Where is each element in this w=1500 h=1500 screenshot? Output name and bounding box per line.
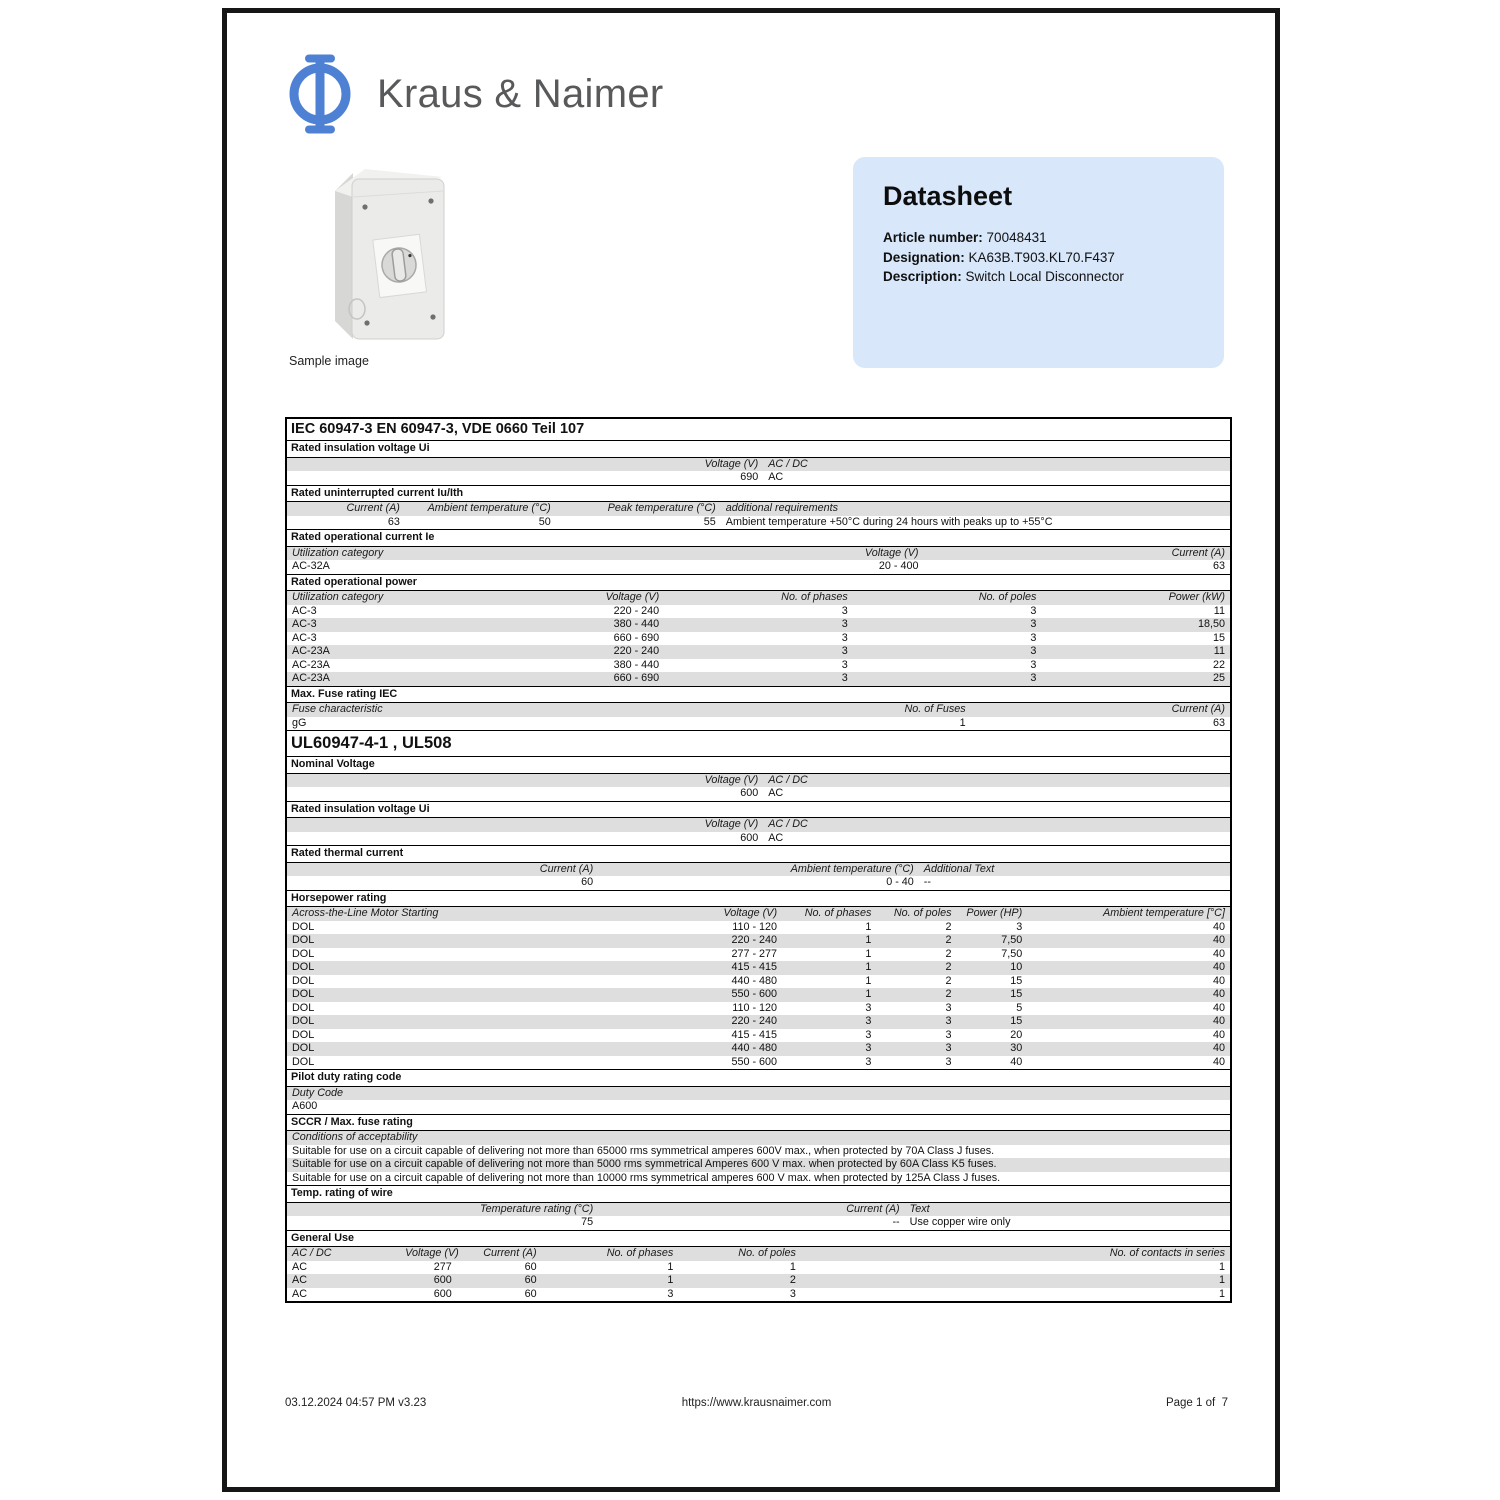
- enclosure-switch-illustration: [321, 161, 455, 351]
- data-cell: 380 - 440: [613, 618, 660, 631]
- data-cell: Suitable for use on a circuit capable of delivering not more than 65000 rms symmetrical amperes 600V max., when protected by 70A Class J fuses.: [292, 1144, 995, 1157]
- table-data-row: [287, 516, 1230, 530]
- data-cell: 15: [1010, 988, 1023, 1001]
- data-cell: 3: [945, 1028, 952, 1041]
- data-cell: 1: [865, 947, 872, 960]
- column-header-cell: AC / DC: [292, 1247, 332, 1260]
- data-cell: 40: [1212, 920, 1225, 933]
- data-cell: 3: [841, 658, 848, 671]
- data-cell: 3: [1030, 631, 1037, 644]
- data-cell: DOL: [292, 920, 315, 933]
- table-data-row: [287, 1158, 1230, 1172]
- data-cell: 660 - 690: [613, 631, 660, 644]
- data-cell: 15: [1010, 974, 1023, 987]
- data-cell: 3: [1016, 920, 1023, 933]
- table-column-header-row: [287, 703, 1230, 717]
- data-cell: 3: [841, 645, 848, 658]
- data-cell: AC-3: [292, 631, 317, 644]
- table-data-row: [287, 471, 1230, 485]
- data-cell: 2: [945, 920, 952, 933]
- data-cell: 3: [865, 1001, 872, 1014]
- table-section-header-row: Rated insulation voltage Ui: [287, 441, 1230, 458]
- info-field-label: Description:: [883, 269, 962, 284]
- data-cell: 3: [1030, 645, 1037, 658]
- data-cell: AC-3: [292, 618, 317, 631]
- data-cell: 277: [433, 1260, 452, 1273]
- table-data-row: [287, 1015, 1230, 1029]
- data-cell: 60: [524, 1260, 537, 1273]
- data-cell: 22: [1212, 658, 1225, 671]
- column-header-cell: Voltage (V): [864, 546, 919, 559]
- info-field: [883, 228, 1194, 248]
- data-cell: 3: [841, 631, 848, 644]
- column-header-cell: Text: [909, 1202, 930, 1215]
- table-standard-title-row: IEC 60947-3 EN 60947-3, VDE 0660 Teil 107: [287, 419, 1230, 441]
- data-cell: 3: [841, 672, 848, 685]
- phi-logo-icon: [283, 51, 357, 137]
- data-cell: 690: [740, 471, 759, 484]
- data-cell: 3: [945, 1001, 952, 1014]
- data-cell: AC: [292, 1287, 307, 1300]
- column-header-cell: Ambient temperature [°C]: [1103, 907, 1225, 920]
- sample-image-caption: Sample image: [289, 354, 369, 368]
- table-column-header-row: [287, 502, 1230, 516]
- table-section-header-row: Horsepower rating: [287, 890, 1230, 908]
- column-header-cell: Power (kW): [1168, 591, 1225, 604]
- data-cell: 415 - 415: [731, 961, 778, 974]
- info-field-value: KA63B.T903.KL70.F437: [968, 249, 1115, 265]
- data-cell: Ambient temperature +50°C during 24 hours with peaks up to +55°C: [725, 515, 1053, 528]
- data-cell: AC-23A: [292, 658, 330, 671]
- table-data-row: [287, 1002, 1230, 1016]
- footer-page-number: Page 1 of 7: [1165, 1397, 1228, 1409]
- data-cell: DOL: [292, 934, 315, 947]
- data-cell: 40: [1212, 947, 1225, 960]
- column-header-cell: Peak temperature (°C): [607, 502, 716, 515]
- data-cell: 10: [1010, 961, 1023, 974]
- data-cell: 1: [789, 1260, 796, 1273]
- data-cell: DOL: [292, 1001, 315, 1014]
- data-cell: 50: [538, 515, 551, 528]
- data-cell: 415 - 415: [731, 1028, 778, 1041]
- column-header-cell: Ambient temperature (°C): [790, 862, 914, 875]
- column-header-cell: Voltage (V): [704, 457, 759, 470]
- data-cell: 63: [1212, 716, 1225, 729]
- info-field-label: Article number:: [883, 230, 983, 245]
- infobox-fields: [883, 228, 1194, 287]
- column-header-cell: Duty Code: [292, 1086, 344, 1099]
- data-cell: 220 - 240: [731, 1015, 778, 1028]
- infobox-title: Datasheet: [883, 181, 1013, 211]
- data-cell: 63: [1212, 560, 1225, 573]
- table-standard-title-row: UL60947-4-1 , UL508: [287, 730, 1230, 757]
- data-cell: 3: [1030, 658, 1037, 671]
- data-cell: 18,50: [1197, 618, 1225, 631]
- data-cell: 600: [740, 831, 759, 844]
- column-header-cell: Voltage (V): [723, 907, 778, 920]
- data-cell: 20 - 400: [878, 560, 919, 573]
- column-header-cell: additional requirements: [725, 502, 838, 515]
- info-field-label: Designation:: [883, 249, 965, 265]
- data-cell: 25: [1212, 672, 1225, 685]
- table-section-header-row: Rated operational power: [287, 574, 1230, 592]
- column-header-cell: Utilization category: [292, 546, 384, 559]
- table-data-row: [287, 948, 1230, 962]
- data-cell: 1: [667, 1260, 674, 1273]
- table-data-row: [287, 787, 1230, 801]
- data-cell: 660 - 690: [613, 672, 660, 685]
- data-cell: AC-32A: [292, 560, 330, 573]
- column-header-cell: Current (A): [1171, 703, 1225, 716]
- data-cell: 60: [524, 1287, 537, 1300]
- datasheet-page: [222, 8, 1280, 1492]
- brand-header: [283, 51, 664, 137]
- column-header-cell: Ambient temperature (°C): [427, 502, 551, 515]
- data-cell: 220 - 240: [731, 934, 778, 947]
- column-header-cell: Conditions of acceptability: [292, 1131, 418, 1144]
- column-header-cell: AC / DC: [768, 457, 808, 470]
- data-cell: 3: [841, 604, 848, 617]
- data-cell: 40: [1212, 974, 1225, 987]
- data-cell: 40: [1212, 1001, 1225, 1014]
- data-cell: DOL: [292, 1015, 315, 1028]
- data-cell: 2: [945, 961, 952, 974]
- data-cell: 40: [1212, 1055, 1225, 1068]
- data-cell: 3: [865, 1042, 872, 1055]
- column-header-cell: No. of phases: [781, 591, 848, 604]
- data-cell: 3: [945, 1055, 952, 1068]
- table-column-header-row: [287, 1087, 1230, 1101]
- table-column-header-row: [287, 863, 1230, 877]
- table-data-row: [287, 1145, 1230, 1159]
- data-cell: 2: [945, 934, 952, 947]
- data-cell: 110 - 120: [732, 920, 778, 933]
- data-cell: DOL: [292, 1028, 315, 1041]
- column-header-cell: Voltage (V): [704, 818, 759, 831]
- data-cell: DOL: [292, 988, 315, 1001]
- data-cell: 550 - 600: [731, 988, 778, 1001]
- column-header-cell: Voltage (V): [405, 1247, 459, 1260]
- data-cell: --: [923, 876, 931, 889]
- table-data-row: [287, 560, 1230, 574]
- column-header-cell: Current (A): [483, 1247, 537, 1260]
- column-header-cell: No. of phases: [606, 1247, 674, 1260]
- data-cell: 40: [1212, 961, 1225, 974]
- data-cell: 55: [703, 515, 716, 528]
- brand-name: Kraus & Naimer: [377, 71, 664, 116]
- page-footer: [285, 1397, 1228, 1409]
- data-cell: 600: [740, 787, 759, 800]
- data-cell: 1: [1218, 1260, 1225, 1273]
- data-cell: DOL: [292, 947, 315, 960]
- data-cell: 1: [959, 716, 966, 729]
- data-cell: 1: [865, 974, 872, 987]
- data-cell: 600: [433, 1274, 452, 1287]
- table-column-header-row: [287, 458, 1230, 472]
- column-header-cell: Current (A): [846, 1202, 900, 1215]
- column-header-cell: Current (A): [539, 862, 594, 875]
- data-cell: Suitable for use on a circuit capable of delivering not more than 5000 rms symmetrical Amperes 600 V max. when protected by 60A Class K5 fuses.: [292, 1158, 997, 1171]
- table-column-header-row: [287, 1247, 1230, 1261]
- table-data-row: [287, 672, 1230, 686]
- table-data-row: [287, 934, 1230, 948]
- data-cell: AC: [768, 471, 784, 484]
- table-data-row: [287, 1288, 1230, 1302]
- table-data-row: [287, 921, 1230, 935]
- data-cell: 40: [1212, 988, 1225, 1001]
- column-header-cell: AC / DC: [768, 818, 808, 831]
- data-cell: 75: [581, 1216, 594, 1229]
- data-cell: DOL: [292, 1055, 315, 1068]
- footer-url: https://www.krausnaimer.com: [681, 1397, 832, 1409]
- data-cell: 220 - 240: [613, 604, 660, 617]
- table-section-header-row: Pilot duty rating code: [287, 1069, 1230, 1087]
- table-section-header-row: Temp. rating of wire: [287, 1185, 1230, 1203]
- data-cell: 3: [945, 1042, 952, 1055]
- table-data-row: [287, 1216, 1230, 1230]
- data-cell: 440 - 480: [731, 1042, 778, 1055]
- column-header-cell: Voltage (V): [605, 591, 660, 604]
- data-cell: 20: [1010, 1028, 1023, 1041]
- data-cell: 3: [865, 1015, 872, 1028]
- table-data-row: [287, 1261, 1230, 1275]
- column-header-cell: No. of poles: [893, 907, 952, 920]
- data-cell: 0 - 40: [886, 876, 914, 889]
- data-cell: AC: [292, 1274, 307, 1287]
- data-cell: 2: [945, 947, 952, 960]
- datasheet-infobox: [853, 157, 1224, 368]
- data-cell: 1: [1218, 1274, 1225, 1287]
- column-header-cell: No. of poles: [978, 591, 1037, 604]
- data-cell: 2: [789, 1274, 796, 1287]
- data-cell: Suitable for use on a circuit capable of delivering not more than 10000 rms symmetrical amperes 600 V max. when protected by 125A Class J fuses.: [292, 1171, 1001, 1184]
- data-cell: 5: [1016, 1001, 1023, 1014]
- column-header-cell: No. of poles: [738, 1247, 796, 1260]
- data-cell: 3: [865, 1055, 872, 1068]
- table-data-row: [287, 717, 1230, 731]
- data-cell: 40: [1212, 934, 1225, 947]
- table-data-row: [287, 659, 1230, 673]
- table-data-row: [287, 988, 1230, 1002]
- info-field-value: Switch Local Disconnector: [965, 269, 1124, 284]
- data-cell: 40: [1212, 1028, 1225, 1041]
- data-cell: 1: [865, 988, 872, 1001]
- info-field: [883, 267, 1194, 287]
- data-cell: DOL: [292, 961, 315, 974]
- data-cell: 15: [1010, 1015, 1023, 1028]
- data-cell: 3: [1030, 672, 1037, 685]
- data-cell: 1: [865, 961, 872, 974]
- table-column-header-row: [287, 1131, 1230, 1145]
- data-cell: 600: [433, 1287, 452, 1300]
- data-cell: 3: [945, 1015, 952, 1028]
- data-cell: 3: [667, 1287, 674, 1300]
- column-header-cell: Current (A): [346, 502, 400, 515]
- table-column-header-row: [287, 907, 1230, 921]
- data-cell: 3: [789, 1287, 796, 1300]
- table-data-row: [287, 618, 1230, 632]
- data-cell: DOL: [292, 1042, 315, 1055]
- table-column-header-row: [287, 774, 1230, 788]
- table-column-header-row: [287, 547, 1230, 561]
- column-header-cell: Power (HP): [966, 907, 1023, 920]
- column-header-cell: AC / DC: [768, 773, 808, 786]
- data-cell: 440 - 480: [731, 974, 778, 987]
- data-cell: AC: [292, 1260, 307, 1273]
- table-data-row: [287, 876, 1230, 890]
- column-header-cell: No. of contacts in series: [1109, 1247, 1225, 1260]
- table-section-header-row: Rated insulation voltage Ui: [287, 801, 1230, 819]
- data-cell: 11: [1213, 604, 1225, 617]
- column-header-cell: Additional Text: [923, 862, 995, 875]
- column-header-cell: Fuse characteristic: [292, 703, 383, 716]
- data-cell: AC: [768, 787, 784, 800]
- data-cell: 1: [865, 920, 872, 933]
- table-section-header-row: Rated thermal current: [287, 845, 1230, 863]
- table-section-header-row: General Use: [287, 1230, 1230, 1248]
- table-data-row: [287, 1274, 1230, 1288]
- data-cell: 7,50: [1001, 934, 1023, 947]
- data-cell: 11: [1213, 645, 1225, 658]
- data-cell: 60: [524, 1274, 537, 1287]
- data-cell: 60: [581, 876, 594, 889]
- footer-datetime: 03.12.2024 04:57 PM v3.23: [285, 1397, 427, 1409]
- data-cell: Use copper wire only: [909, 1216, 1011, 1229]
- data-cell: 15: [1212, 631, 1225, 644]
- data-cell: A600: [292, 1100, 318, 1113]
- info-field: [883, 248, 1194, 268]
- table-section-header-row: Nominal Voltage: [287, 757, 1230, 774]
- column-header-cell: Voltage (V): [704, 773, 759, 786]
- table-data-row: [287, 1042, 1230, 1056]
- data-cell: 110 - 120: [732, 1001, 778, 1014]
- data-cell: 380 - 440: [613, 658, 660, 671]
- table-section-header-row: Rated operational current Ie: [287, 529, 1230, 547]
- data-cell: AC-23A: [292, 672, 330, 685]
- data-cell: 7,50: [1001, 947, 1023, 960]
- data-cell: 277 - 277: [731, 947, 778, 960]
- table-data-row: [287, 1056, 1230, 1070]
- data-cell: AC-3: [292, 604, 317, 617]
- column-header-cell: Across-the-Line Motor Starting: [292, 907, 439, 920]
- product-sample-image: [321, 161, 455, 356]
- table-data-row: [287, 1172, 1230, 1186]
- column-header-cell: Utilization category: [292, 591, 384, 604]
- table-column-header-row: [287, 818, 1230, 832]
- table-section-header-row: SCCR / Max. fuse rating: [287, 1114, 1230, 1132]
- data-cell: 2: [945, 988, 952, 1001]
- column-header-cell: Temperature rating (°C): [480, 1202, 594, 1215]
- data-cell: 1: [865, 934, 872, 947]
- data-cell: 40: [1212, 1015, 1225, 1028]
- data-cell: --: [892, 1216, 900, 1229]
- data-cell: 1: [667, 1274, 674, 1287]
- spec-table: [285, 417, 1232, 1303]
- table-data-row: [287, 632, 1230, 646]
- data-cell: 220 - 240: [613, 645, 660, 658]
- data-cell: gG: [292, 716, 307, 729]
- data-cell: 30: [1010, 1042, 1023, 1055]
- table-data-row: [287, 645, 1230, 659]
- data-cell: 3: [1030, 604, 1037, 617]
- data-cell: 3: [865, 1028, 872, 1041]
- info-field-value: 70048431: [986, 230, 1047, 245]
- table-column-header-row: [287, 591, 1230, 605]
- table-data-row: [287, 605, 1230, 619]
- data-cell: 40: [1212, 1042, 1225, 1055]
- column-header-cell: Current (A): [1171, 546, 1225, 559]
- data-cell: 1: [1218, 1287, 1225, 1300]
- table-data-row: [287, 1100, 1230, 1114]
- table-data-row: [287, 1029, 1230, 1043]
- table-section-header-row: Max. Fuse rating IEC: [287, 686, 1230, 704]
- data-cell: 63: [387, 515, 400, 528]
- data-cell: 550 - 600: [731, 1055, 778, 1068]
- data-cell: DOL: [292, 974, 315, 987]
- data-cell: 3: [841, 618, 848, 631]
- table-column-header-row: [287, 1203, 1230, 1217]
- data-cell: AC: [768, 831, 784, 844]
- table-data-row: [287, 961, 1230, 975]
- table-data-row: [287, 832, 1230, 846]
- data-cell: 2: [945, 974, 952, 987]
- data-cell: AC-23A: [292, 645, 330, 658]
- column-header-cell: No. of Fuses: [904, 703, 966, 716]
- column-header-cell: No. of phases: [804, 907, 872, 920]
- table-section-header-row: Rated uninterrupted current Iu/Ith: [287, 485, 1230, 503]
- data-cell: 40: [1010, 1055, 1023, 1068]
- data-cell: 3: [1030, 618, 1037, 631]
- table-data-row: [287, 975, 1230, 989]
